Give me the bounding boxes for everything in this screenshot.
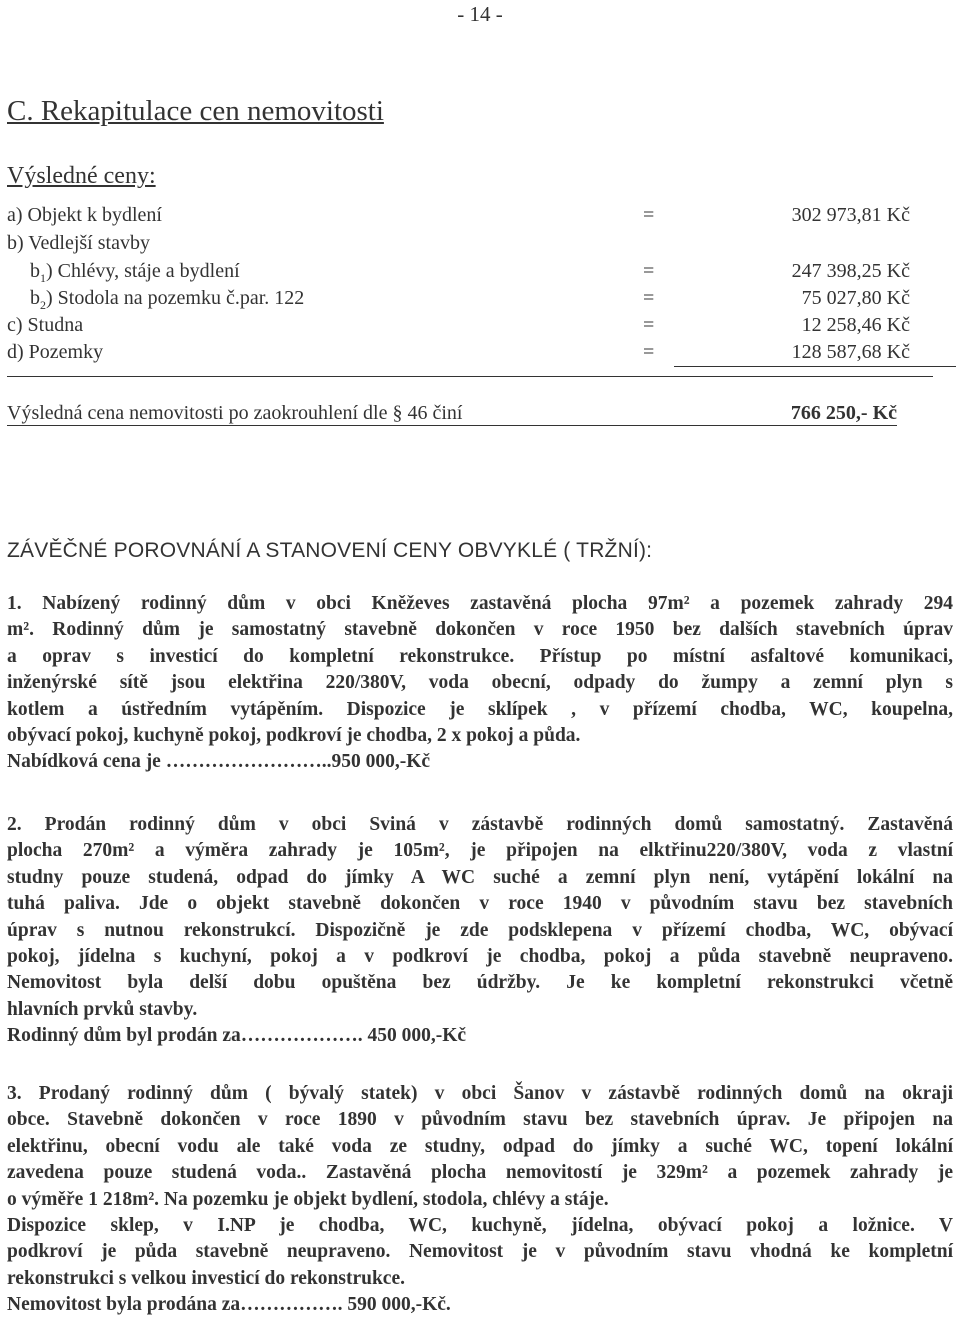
paragraph-line: kotlem a ústředním vytápěním. Dispozice je sklípek , v přízemí chodba, WC, koupelna, bbox=[7, 698, 953, 720]
paragraph-line: pokoj, jídelna s kuchyní, pokoj a v podkroví je chodba, pokoj a půda stavebně neupraveno. bbox=[7, 946, 953, 968]
price-row-b1 bbox=[0, 260, 960, 286]
equals-sign: = bbox=[643, 260, 655, 282]
paragraph-line: podkroví je půda stavebně neupraveno. Nemovitost je v původním stavu vhodná ke kompletní bbox=[7, 1241, 953, 1263]
paragraph-line: m². Rodinný dům je samostatný stavebně dokončen v roce 1950 bez dalších stavebních úprav bbox=[7, 619, 953, 641]
equals-sign: = bbox=[643, 287, 655, 309]
paragraph-line: obývací pokoj, kuchyně pokoj, podkroví je chodba, 2 x pokoj a půda. bbox=[7, 725, 581, 747]
label-subscript: 2 bbox=[40, 298, 46, 312]
paragraph-line: Nemovitost byla delší dobu opuštěna bez údržby. Je ke kompletní rekonstrukci včetně bbox=[7, 972, 953, 994]
price-row-b bbox=[0, 232, 960, 258]
sum-divider bbox=[674, 366, 956, 367]
price-label bbox=[30, 260, 240, 283]
price-value: 302 973,81 Kč bbox=[791, 204, 910, 226]
paragraph-line: studny pouze studená, odpad do jímky A WC suché a zemní plyn není, vytápění lokální na bbox=[7, 866, 953, 888]
paragraph-line: inženýrské sítě jsou elektřina 220/380V, voda obecní, odpady do žumpy a zemní plyn s bbox=[7, 672, 953, 694]
paragraph-line: zavedena pouze studená voda.. Zastavěná plocha nemovitostí je 329m² a pozemek zahrady je bbox=[7, 1162, 953, 1184]
paragraph-line: Nemovitost byla prodána za……………. 590 000,-Kč. bbox=[7, 1294, 451, 1316]
paragraph-line: Nabídková cena je ……………………..950 000,-Kč bbox=[7, 751, 431, 773]
equals-sign: = bbox=[643, 204, 655, 226]
paragraph-line: úprav s nutnou rekonstrukcí. Dispozičně je zde podsklepena v přízemí chodba, WC, obývací bbox=[7, 919, 953, 941]
results-subtitle: Výsledné ceny: bbox=[7, 163, 156, 189]
price-row-a bbox=[0, 204, 960, 230]
paragraph-line: Dispozice sklep, v I.NP je chodba, WC, kuchyně, jídelna, obývací pokoj a ložnice. V bbox=[7, 1215, 953, 1237]
price-label: a) Objekt k bydlení bbox=[7, 204, 162, 226]
comparison-paragraph-2 bbox=[7, 812, 953, 1050]
label-prefix: b bbox=[30, 260, 40, 282]
comparison-paragraph-3 bbox=[7, 1081, 953, 1319]
paragraph-line: plocha 270m² a výměra zahrady je 105m², je připojen na elktřinu220/380V, voda z vlastní bbox=[7, 840, 953, 862]
equals-sign: = bbox=[643, 314, 655, 336]
label-prefix: b bbox=[30, 287, 40, 309]
page-number: - 14 - bbox=[457, 2, 503, 26]
final-price-label: Výsledná cena nemovitosti po zaokrouhlení dle § 46 činí bbox=[7, 402, 463, 424]
price-value: 128 587,68 Kč bbox=[791, 341, 910, 363]
paragraph-line: 3. Prodaný rodinný dům ( bývalý statek) v obci Šanov v zástavbě rodinných domů na okraji bbox=[7, 1083, 953, 1104]
section-title: C. Rekapitulace cen nemovitosti bbox=[7, 95, 384, 127]
paragraph-line: o výměře 1 218m². Na pozemku je objekt bydlení, stodola, chlévy a stáje. bbox=[7, 1188, 609, 1210]
price-label: b) Vedlejší stavby bbox=[7, 232, 150, 254]
paragraph-line: 2. Prodán rodinný dům v obci Sviná v zástavbě rodinných domů samostatný. Zastavěná bbox=[7, 814, 953, 835]
label-text: ) Chlévy, stáje a bydlení bbox=[46, 260, 240, 282]
price-row-d bbox=[0, 341, 960, 367]
price-value: 75 027,80 Kč bbox=[801, 287, 910, 309]
paragraph-line: tuhá paliva. Jde o objekt stavebně dokončen v roce 1940 v původním stavu bez stavebních bbox=[7, 893, 953, 915]
comparison-title: ZÁVĚČNÉ POROVNÁNÍ A STANOVENÍ CENY OBVYKLÉ ( TRŽNÍ): bbox=[7, 539, 653, 562]
final-price-row bbox=[7, 402, 897, 432]
paragraph-line: elektřinu, obecní vodu ale také voda ze studny, odpad do jímky a suché WC, topení lokální bbox=[7, 1135, 953, 1157]
final-underline bbox=[7, 425, 897, 426]
equals-sign: = bbox=[643, 341, 655, 363]
paragraph-line: rekonstrukci s velkou investicí do rekonstrukce. bbox=[7, 1267, 405, 1289]
paragraph-line: hlavních prvků stavby. bbox=[7, 998, 198, 1020]
price-label: c) Studna bbox=[7, 314, 84, 336]
paragraph-line: a oprav s investicí do kompletní rekonstrukce. Přístup po místní asfaltové komunikaci, bbox=[7, 645, 953, 667]
paragraph-line: obce. Stavebně dokončen v roce 1890 v původním stavu bez stavebních úprav. Je připojen na bbox=[7, 1109, 953, 1131]
price-value: 247 398,25 Kč bbox=[791, 260, 910, 282]
price-label bbox=[30, 287, 304, 310]
price-row-b2 bbox=[0, 287, 960, 313]
total-divider bbox=[7, 376, 933, 377]
paragraph-line: 1. Nabízený rodinný dům v obci Kněževes zastavěná plocha 97m² a pozemek zahrady 294 bbox=[7, 593, 953, 614]
label-text: ) Stodola na pozemku č.par. 122 bbox=[46, 287, 305, 309]
final-price-value: 766 250,- Kč bbox=[790, 402, 897, 424]
label-subscript: 1 bbox=[40, 271, 46, 285]
comparison-paragraph-1 bbox=[7, 591, 953, 776]
price-label: d) Pozemky bbox=[7, 341, 104, 363]
price-row-c bbox=[0, 314, 960, 340]
paragraph-line: Rodinný dům byl prodán za………………. 450 000,-Kč bbox=[7, 1025, 467, 1047]
price-value: 12 258,46 Kč bbox=[801, 314, 910, 336]
